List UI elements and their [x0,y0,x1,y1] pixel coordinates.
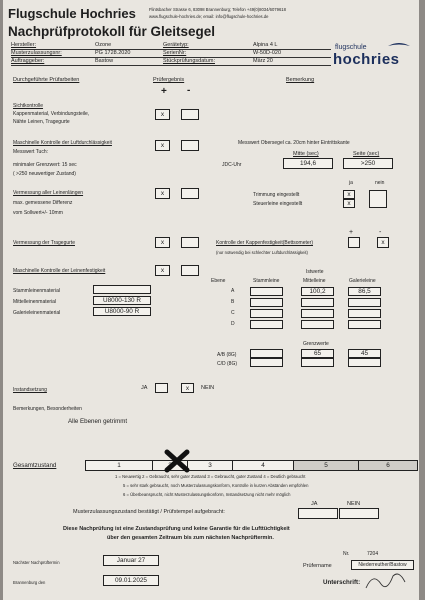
ab-stem-value[interactable] [250,349,283,358]
inspector-value[interactable]: Niederreuther/Bastow [351,560,414,570]
canopy-check: Kontrolle der Kappenfestigkeit(Bettsometer) [216,240,313,246]
condition-4[interactable]: 4 [232,460,294,471]
nr-value: 7204 [367,551,379,557]
ab-middle-value[interactable]: 65 [301,349,334,358]
condition-legend-2: 5 = sehr stark gebraucht, noch Musterzulassungskonform, Kontrolle in kurzen Abständen empfohlen [123,483,309,488]
strength-plus-checkbox[interactable] [155,265,170,276]
visual-check: Sichtkontrolle [13,103,44,109]
confirm-no-label: NEIN [347,501,361,507]
visual-plus-checkbox[interactable] [155,109,170,120]
visual-sub1: Kappenmaterial, Verbindungsteile, [13,111,90,117]
cd-label: C/D (8G) [217,361,237,367]
hochries-logo [333,40,413,72]
condition-legend-1: 1 = Neuwertig 2 = Gebraucht, sehr guter Zustand 3 = Gebraucht, guter Zustand 4 = Deutlich gebraucht [115,474,306,479]
notice-line1: Diese Nachprüfung ist eine Zustandsprüfung und keine Garantie für die Lufttüchtigkeit [63,526,290,532]
yes-header: ja [349,180,353,186]
lines-plus-checkbox[interactable] [155,188,170,199]
signature-mark-icon [363,568,409,594]
middle-material-label: Mittelleinenmaterial [13,299,57,305]
client-value: Bastow [95,58,114,64]
risers-check: Vermessung der Tragegurte [13,240,75,246]
repair-yes-checkbox[interactable] [155,383,168,393]
repair-no-label: NEIN [201,385,215,391]
middle-header: Mittelleine [303,278,326,284]
gallery-material-value[interactable]: U8000-90 R [93,307,151,316]
model-value: Alpina 4 L [253,42,278,48]
condition-5[interactable]: 5 [293,460,359,471]
level-a-label: A [231,288,235,294]
form-title: Nachprüfprotokoll für Gleitsegel [8,24,216,39]
logo-big-text: hochries [333,51,400,68]
address: Flintsbacher Strasse 6, 83098 Brannenburg; Telefon +49(0)8034/6079618 [149,7,286,12]
condition-6[interactable]: 6 [358,460,418,471]
cert-label: Musterzulassungsnr: [11,50,62,56]
manufacturer-label: Hersteller: [11,42,37,48]
level-a-gallery-value[interactable]: 86,5 [348,287,381,296]
manufacturer-value: Ozone [95,42,112,48]
permeability-l2: minimaler Grenzwert: 15 sec [13,162,77,168]
cert-value: PG 1728.2020 [95,50,131,56]
gallery-header: Galerieleine [349,278,376,284]
lines-l1: max. gemessene Differenz [13,200,73,206]
level-a-middle-value[interactable]: 100,2 [301,287,334,296]
lines-l2: vom Sollwert+/- 10mm [13,210,63,216]
remarks-label: Bemerkungen, Besonderheiten [13,406,82,412]
plus-sign: + [349,229,354,236]
place-date-value[interactable]: 09.01.2025 [103,575,159,586]
side-value[interactable]: >250 [343,158,393,169]
web-email: www.flugschule-hochries.de; email: info@flugschule-hochries.de [149,14,269,19]
place-label: Brannenburg den [13,580,46,585]
selected-cross-icon [163,448,191,474]
condition-1[interactable]: 1 [85,460,153,471]
middle-value[interactable]: 194,6 [283,158,333,169]
lines-minus-checkbox[interactable] [181,188,199,199]
visual-minus-checkbox[interactable] [181,109,199,120]
trim-label: Trimmung eingestellt [253,192,300,198]
confirm-no-box[interactable] [339,508,379,519]
ab-label: A/B (8G) [217,352,237,358]
perm-plus-checkbox[interactable] [155,140,170,151]
trim-yes-checkbox[interactable] [343,190,355,199]
level-d-gallery-value[interactable] [348,320,381,329]
client-label: Auftraggeber: [11,58,45,64]
permeability-check: Maschinelle Kontrolle der Luftdurchlässigkeit [13,140,112,146]
level-b-gallery-value[interactable] [348,298,381,307]
inspection-form [3,0,419,600]
strength-check: Maschinelle Kontrolle der Leinenfestigkeit [13,268,106,274]
minus-header: - [187,85,191,96]
cd-stem-value[interactable] [250,358,283,367]
date-value: März 20 [253,58,273,64]
col-remark: Bemerkung [286,77,315,83]
level-a-stem-value[interactable] [250,287,283,296]
stem-header: Stammleine [253,278,280,284]
condition-label: Gesamtzustand [13,462,57,469]
no-header: nein [375,180,385,186]
school-name: Flugschule Hochries [8,6,136,21]
permeability-l3: ( >250 neuwertiger Zustand) [13,171,76,177]
logo-small-text: flugschule [335,44,367,51]
canopy-sub: (nur notwendig bei schlechter Luftdurchlässigkeit) [216,250,308,255]
remarks-text: Alle Ebenen getrimmt [68,418,128,425]
confirm-yes-box[interactable] [298,508,338,519]
repair-no-checkbox[interactable] [181,383,194,393]
risers-plus-checkbox[interactable] [155,237,170,248]
repair-yes-label: JA [141,385,148,391]
notice-line2: über den gesamten Zeitraum bis zum nächsten Nachprüftermin. [107,535,274,541]
level-c-gallery-value[interactable] [348,309,381,318]
next-date-value[interactable]: Januar 27 [103,555,159,566]
date-label: Stückprüfungsdatum: [163,58,215,64]
stem-material-value[interactable] [93,285,151,294]
level-c-middle-value[interactable] [301,309,334,318]
next-date-label: Nächster Nachprüftermin [13,560,60,565]
level-d-stem-value[interactable] [250,320,283,329]
level-d-middle-value[interactable] [301,320,334,329]
visual-sub2: Nähte Leinen, Tragegurte [13,119,70,125]
cd-middle-value[interactable] [301,358,334,367]
signature-label: Unterschrift: [323,579,361,586]
col-result: Prüfergebnis [153,77,185,83]
side-label: Seite (sec) [353,151,380,157]
serial-label: SerienNr: [163,50,187,56]
condition-3[interactable]: 3 [187,460,233,471]
brake-label: Steuerleine eingestellt [253,201,303,207]
level-d-label: D [231,321,235,327]
ab-gallery-value[interactable]: 45 [348,349,381,358]
condition-legend-3: 6 = Überbeansprucht, nicht Musterzulassungskonform, Instandsetzung nicht mehr möglich [123,492,291,497]
limits-label: Grenzwerte [303,341,329,347]
confirm-yes-label: JA [311,501,318,507]
canopy-plus-checkbox[interactable] [348,237,360,248]
level-b-label: B [231,299,235,305]
permeability-l1: Messwert Tuch: [13,149,49,155]
repair-label: Instandsetzung [13,387,47,393]
perm-minus-checkbox[interactable] [181,140,199,151]
model-label: Gerätetyp: [163,42,189,48]
confirm-label: Musterzulassungszustand bestätigt / Prüfstempel aufgebracht: [73,509,225,515]
brake-yes-checkbox[interactable] [343,199,355,208]
gallery-material-label: Galerieleinenmaterial [13,310,61,316]
plus-header: + [161,86,167,97]
inspector-label: Prüfername [303,563,332,569]
level-b-middle-value[interactable] [301,298,334,307]
middle-material-value[interactable]: U8000-130 R [93,296,151,305]
level-b-stem-value[interactable] [250,298,283,307]
nr-label: Nr. [343,551,350,557]
jdc-label: JDC-Uhr [222,162,242,168]
perm-remark: Messwert Obersegel ca. 20cm hinter Eintrittskante [238,140,350,146]
cd-gallery-value[interactable] [348,358,381,367]
minus-sign: - [379,229,382,236]
lines-check: Vermessung aller Leinenlängen [13,190,84,196]
level-c-stem-value[interactable] [250,309,283,318]
col-tests: Durchgeführte Prüfarbeiten [13,77,80,83]
actual-values-label: Istwerte [306,269,324,275]
level-c-label: C [231,310,235,316]
stem-material-label: Stammleinenmaterial [13,288,60,294]
level-header: Ebene [211,278,226,284]
serial-value: W-50D-020 [253,50,282,56]
canopy-minus-checkbox[interactable] [377,237,389,248]
strength-minus-checkbox[interactable] [181,265,199,276]
trim-no-checkbox[interactable] [369,190,387,208]
middle-label: Mitte (sec) [293,151,319,157]
risers-minus-checkbox[interactable] [181,237,199,248]
